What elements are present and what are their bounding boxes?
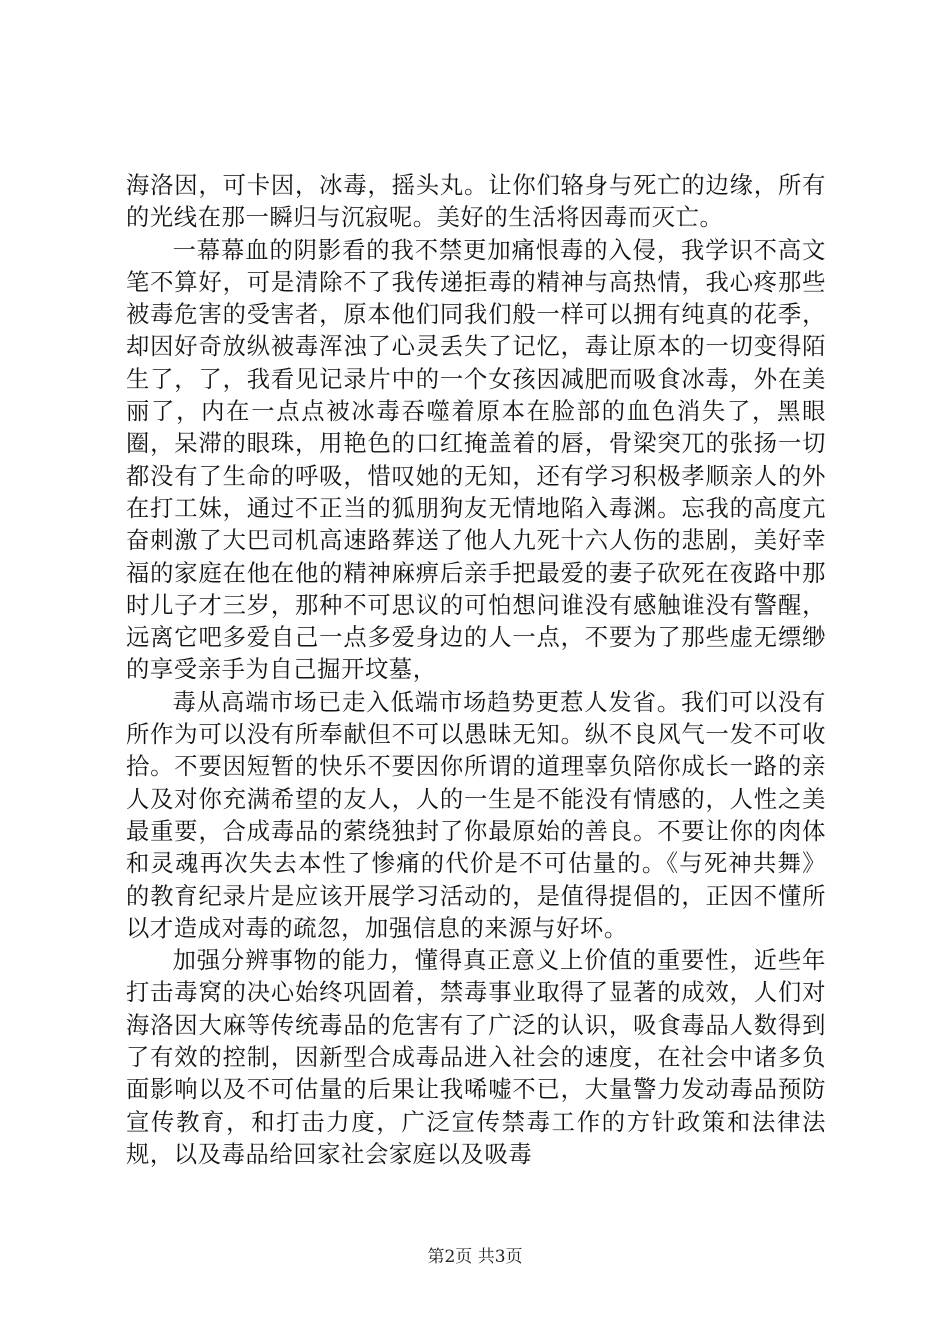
- paragraph-4: 加强分辨事物的能力，懂得真正意义上价值的重要性，近些年打击毒窝的决心始终巩固着，禁毒事业取得了显著的成效，人们对海洛因大麻等传统毒品的危害有了广泛的认识，吸食毒品人数得到了有效的控制，因新型合成毒品进入社会的速度，在社会中诸多负面影响以及不可估量的后果让我唏嘘不已，大量警力发动毒品预防宣传教育，和打击力度，广泛宣传禁毒工作的方针政策和法律法规，以及毒品给回家社会家庭以及吸毒: [126, 947, 826, 1168]
- paragraph-3: 毒从高端市场已走入低端市场趋势更惹人发省。我们可以没有所作为可以没有所奉献但不可以愚昧无知。纵不良风气一发不可收拾。不要因短暂的快乐不要因你所谓的道理辜负陪你成长一路的亲人及对你充满希望的友人，人的一生是不能没有情感的，人性之美最重要，合成毒品的萦绕独封了你最原始的善良。不要让你的肉体和灵魂再次失去本性了惨痛的代价是不可估量的。《与死神共舞》的教育纪录片是应该开展学习活动的，是值得提倡的，正因不懂所以才造成对毒的疏忽，加强信息的来源与好坏。: [126, 688, 826, 942]
- paragraph-1: 海洛因，可卡因，冰毒，摇头丸。让你们辂身与死亡的边缘，所有的光线在那一瞬归与沉寂呢。美好的生活将因毒而灭亡。: [126, 172, 826, 232]
- paragraph-2: 一幕幕血的阴影看的我不禁更加痛恨毒的入侵，我学识不高文笔不算好，可是清除不了我传递拒毒的精神与高热情，我心疼那些被毒危害的受害者，原本他们同我们般一样可以拥有纯真的花季，却因好奇放纵被毒浑浊了心灵丢失了记忆，毒让原本的一切变得陌生了，了，我看见记录片中的一个女孩因减肥而吸食冰毒，外在美丽了，内在一点点被冰毒吞噬着原本在脸部的血色消失了，黑眼圈，呆滞的眼珠，用艳色的口红掩盖着的唇，骨梁突兀的张扬一切都没有了生命的呼吸，惜叹她的无知，还有学习积极孝顺亲人的外在打工妹，通过不正当的狐朋狗友无情地陷入毒渊。忘我的高度亢奋刺激了大巴司机高速路葬送了他人九死十六人伤的悲剧，美好幸福的家庭在他在他的精神麻痹后亲手把最爱的妻子砍死在夜路中那时儿子才三岁，那种不可思议的可怕想问谁没有感触谁没有警醒，远离它吧多爱自己一点多爱身边的人一点，不要为了那些虚无缥缈的享受亲手为自己掘开坟墓，: [126, 236, 826, 684]
- document-body: [126, 170, 826, 1171]
- page-number-footer: 第2页 共3页: [427, 1247, 523, 1267]
